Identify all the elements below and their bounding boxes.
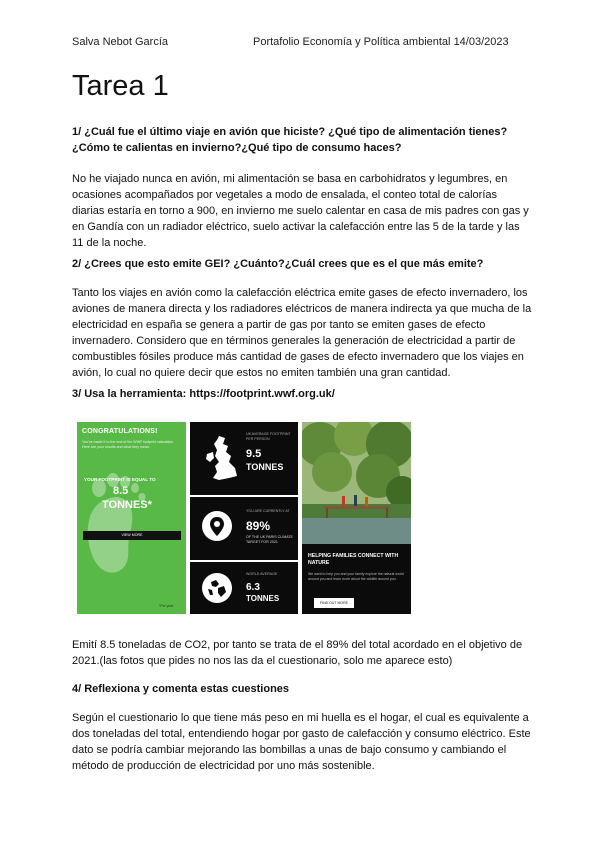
world-average-unit: TONNES [246,594,280,603]
footprint-unit: TONNES* [102,499,152,511]
view-more-button[interactable]: VIEW MORE [83,531,181,540]
target-sub: OF THE UK PARIS CLIMATE TARGET FOR 2021 [246,535,293,544]
footprint-label: YOUR FOOTPRINT IS EQUAL TO [84,477,156,482]
congrats-subtext: You've made it to the end of the WWF footprint calculator. Here are your results and what they mean. [82,440,174,449]
families-text: We want to help you and your family explore the natural world around you and learn more about the wildlife around you. [308,572,404,581]
families-panel [302,422,411,614]
per-year-note: *Per year [159,604,174,608]
congrats-heading: CONGRATULATIONS! [82,428,158,435]
world-average-value: 6.3 [246,582,260,593]
target-value: 89% [246,519,271,533]
uk-average-unit: TONNES [246,462,284,472]
paris-target-panel [190,497,298,560]
globe-icon [202,573,232,603]
uk-average-label: UK AVERAGE FOOTPRINT PER PERSON [246,432,291,441]
header-date: 14/03/2023 [453,36,509,48]
footprint-icon [79,456,151,580]
answer-2: Tanto los viajes en avión como la calefacción eléctrica emite gases de efecto invernadero, los aviones de manera directa y los radiadores eléctricos de manera indirecta ya que mucha de la electricidad en españa se genera a partir de gas por tanto se emiten gases de efecto invernadero. Considero que en términos generales la generación de electricidad a partir de combustibles fósiles produce más cantidad de gases de efecto invernadero que los viajes en avión, lo cual no quiere decir que estos no emiten también una gran cantidad. [72,287,532,379]
question-1: 1/ ¿Cuál fue el último viaje en avión que hiciste? ¿Qué tipo de alimentación tienes?¿Cómo te calientas en invierno?¿Qué tipo de consumo haces? [72,126,508,154]
question-4: 4/ Reflexiona y comenta estas cuestiones [72,683,290,695]
uk-map-icon [205,434,239,482]
target-label: YOU ARE CURRENTLY AT [246,509,290,513]
answer-1: No he viajado nunca en avión, mi alimentación se basa en carbohidratos y legumbres, en ocasiones acompañados por vegetales a modo de ensalada, el conteo total de calorías diarias estaría en torno a 900, en invierno me suelo calentar en casa de mis padres con gas y en Gandía con un radiador eléctrico, suelo activar la calefacción entre las 5 de la tarde y las 11 de la noche. [72,173,529,249]
page-title: Tarea 1 [72,70,169,102]
uk-average-panel [190,422,298,495]
answer-3: Emití 8.5 toneladas de CO2, por tanto se trata de el 89% del total acordado en el objetivo de 2021.(las fotos que pides no nos las da el cuestionario, solo me aparece esto) [72,639,523,667]
question-3: 3/ Usa la herramienta: https://footprint.wwf.org.uk/ [72,388,335,400]
nature-photo [302,422,411,544]
footprint-value: 8.5 [113,485,129,497]
question-2: 2/ ¿Crees que esto emite GEI? ¿Cuánto?¿Cuál crees que es el que más emite? [72,258,484,270]
answer-4: Según el cuestionario lo que tiene más peso en mi huella es el hogar, el cual es equivalente a dos toneladas del total, entendiendo hogar por gasto de calefacción y consumo eléctrico. Este dato se podría cambiar mejorando las bombillas a unas de bajo consumo y cambiando el método de producción de electricidad por uno más sostenible. [72,712,531,772]
header-course: Portafolio Economía y Política ambiental 14/03/2023 [253,36,509,48]
header-author: Salva Nebot García [72,36,168,48]
location-pin-icon [202,511,232,541]
uk-average-value: 9.5 [246,448,262,460]
families-heading: HELPING FAMILIES CONNECT WITH NATURE [308,553,399,566]
world-average-panel [190,562,298,614]
find-out-more-button[interactable]: FIND OUT MORE [314,598,354,608]
wwf-results-panel [77,422,186,614]
world-average-label: WORLD AVERAGE [246,572,278,576]
